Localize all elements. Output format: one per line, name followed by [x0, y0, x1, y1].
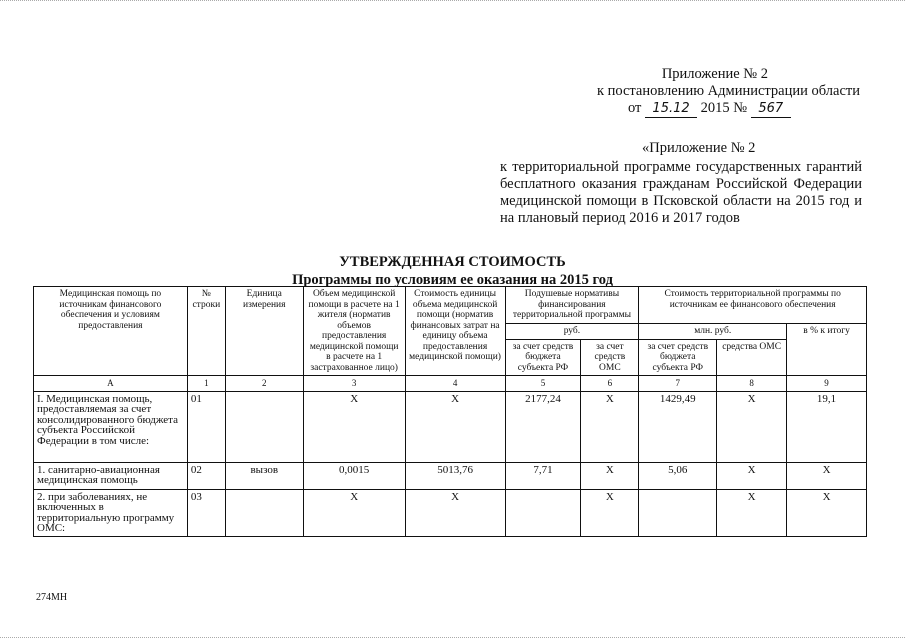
annex-resolution-block	[560, 66, 860, 118]
header-volume: Объем медицинской помощи в расчете на 1 жителя (норматив объемов предоставления медицинской помощи в расчете на 1 застрахованное лицо)	[303, 287, 405, 376]
header-medical-care: Медицинская помощь по источникам финансового обеспечения и условиям предоставления	[34, 287, 188, 376]
header-percent: в % к итогу	[787, 323, 867, 376]
annex-program-body: к территориальной программе государственных гарантий бесплатного оказания гражданам Российской Федерации медицинской помощи в Псковской области на 2015 год и на плановый период 2016 и 2017 годов	[500, 159, 862, 226]
header-budget-mln: за счет средств бюджета субъекта РФ	[639, 339, 717, 376]
footer-code: 274МН	[36, 592, 68, 603]
document-subtitle: Программы по условиям ее оказания на 2015 год	[292, 272, 613, 288]
header-per-capita: Подушевые нормативы финансирования территориальной программы	[505, 287, 639, 324]
header-unit-rub: руб.	[505, 323, 639, 339]
column-index-row: А 1 2 3 4 5 6 7 8 9	[34, 376, 867, 392]
header-oms-rub: за счет средств ОМС	[581, 339, 639, 376]
header-oms-mln: средства ОМС	[717, 339, 787, 376]
header-unit-cost: Стоимость единицы объема медицинской помощи (норматив финансовых затрат на единицу объема предоставления медицинской помощи)	[405, 287, 505, 376]
document-title: УТВЕРЖДЕННАЯ СТОИМОСТЬ	[339, 254, 566, 270]
annex-program-title: «Приложение № 2	[642, 140, 756, 156]
header-unit: Единица измерения	[225, 287, 303, 376]
annex-date-line: от 15.12 2015 № 567	[560, 100, 860, 118]
annex-resolution-ref: к постановлению Администрации области	[596, 83, 860, 99]
scan-edge-top	[0, 0, 905, 5]
annex-number: Приложение № 2	[661, 66, 768, 82]
handwritten-date: 15.12	[645, 100, 697, 118]
table-row: 1. санитарно-авиационная медицинская помощь 02 вызов 0,0015 5013,76 7,71 X 5,06 X X	[34, 462, 867, 489]
header-row-1	[34, 287, 867, 324]
table-row: I. Медицинская помощь, предоставляемая за счет консолидированного бюджета субъекта Российской Федерации в том числе: 01 X X 2177,24 X 1429,49 X 19,1	[34, 391, 867, 462]
header-row-number: № строки	[187, 287, 225, 376]
cost-table	[33, 286, 867, 537]
handwritten-number: 567	[751, 100, 791, 118]
header-program-cost: Стоимость территориальной программы по источникам ее финансового обеспечения	[639, 287, 867, 324]
header-budget-rub: за счет средств бюджета субъекта РФ	[505, 339, 581, 376]
header-unit-mln: млн. руб.	[639, 323, 787, 339]
table-row: 2. при заболеваниях, не включенных в территориальную программу ОМС: 03 X X X X X	[34, 489, 867, 536]
annex-program-block	[500, 140, 862, 227]
scan-edge-bottom	[0, 634, 905, 638]
